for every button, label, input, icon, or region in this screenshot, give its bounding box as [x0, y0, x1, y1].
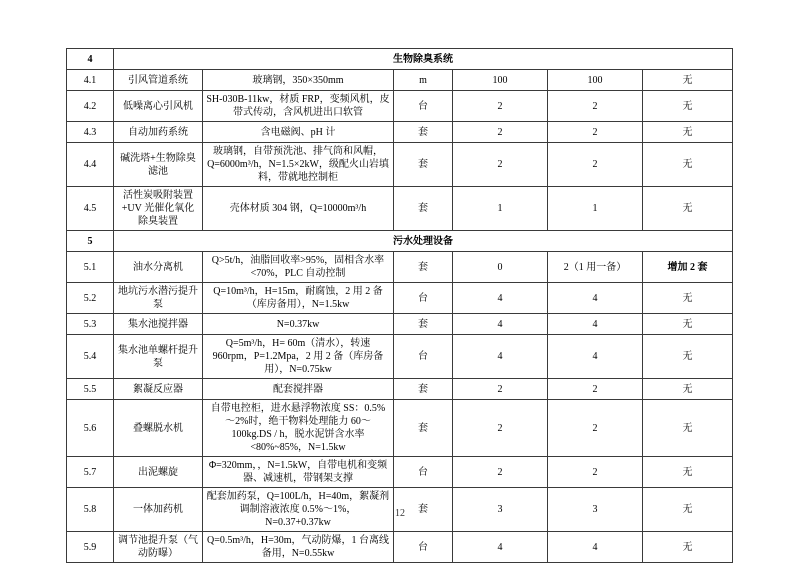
- cell-num: 4.2: [67, 91, 114, 122]
- section-title: 生物除臭系统: [114, 49, 733, 70]
- cell-unit: 套: [394, 187, 453, 231]
- cell-qty1: 0: [453, 252, 548, 283]
- cell-name: 叠螺脱水机: [114, 400, 203, 457]
- cell-num: 5.4: [67, 335, 114, 379]
- cell-remark: 无: [643, 314, 733, 335]
- cell-desc: 配套搅拌器: [203, 379, 394, 400]
- cell-remark: 无: [643, 335, 733, 379]
- cell-remark: 无: [643, 283, 733, 314]
- cell-unit: 套: [394, 252, 453, 283]
- page-number: 12: [395, 508, 405, 519]
- cell-desc: Q=0.5m³/h，H=30m，气动防爆，1 台离线备用，N=0.55kw: [203, 532, 394, 563]
- table-row: [67, 314, 733, 335]
- cell-num: 4.1: [67, 70, 114, 91]
- cell-unit: 台: [394, 91, 453, 122]
- cell-unit: m: [394, 70, 453, 91]
- cell-qty1: 4: [453, 532, 548, 563]
- cell-remark: 增加 2 套: [643, 252, 733, 283]
- cell-name: 碱洗塔+生物除臭滤池: [114, 143, 203, 187]
- cell-qty2: 2: [548, 400, 643, 457]
- cell-desc: 含电磁阀、pH 计: [203, 122, 394, 143]
- cell-desc: Q=10m³/h，H=15m，耐腐蚀，2 用 2 备（库房备用），N=1.5kw: [203, 283, 394, 314]
- cell-qty1: 2: [453, 379, 548, 400]
- cell-remark: 无: [643, 143, 733, 187]
- equipment-table-body: [67, 49, 733, 563]
- cell-qty1: 1: [453, 187, 548, 231]
- table-row: [67, 91, 733, 122]
- table-row: [67, 143, 733, 187]
- cell-num: 5.8: [67, 488, 114, 532]
- cell-unit: 台: [394, 335, 453, 379]
- table-row: [67, 122, 733, 143]
- cell-qty1: 4: [453, 335, 548, 379]
- table-row: [67, 532, 733, 563]
- cell-num: 4.4: [67, 143, 114, 187]
- cell-desc: 自带电控柜，进水悬浮物浓度 SS：0.5%～2%时，绝干物料处理能力 60～100kg.DS / h，脱水泥饼含水率<80%~85%，N=1.5kw: [203, 400, 394, 457]
- cell-desc: Φ=320mm，，N=1.5kW，自带电机和变频器、减速机，带钢架支撑: [203, 457, 394, 488]
- cell-unit: 台: [394, 532, 453, 563]
- section-number: 5: [67, 231, 114, 252]
- cell-qty2: 2: [548, 122, 643, 143]
- cell-remark: 无: [643, 187, 733, 231]
- cell-qty2: 2（1 用一备）: [548, 252, 643, 283]
- cell-qty2: 4: [548, 314, 643, 335]
- cell-qty1: 2: [453, 91, 548, 122]
- cell-qty1: 3: [453, 488, 548, 532]
- cell-qty1: 2: [453, 457, 548, 488]
- cell-qty2: 3: [548, 488, 643, 532]
- cell-remark: 无: [643, 532, 733, 563]
- cell-remark: 无: [643, 400, 733, 457]
- cell-qty2: 2: [548, 143, 643, 187]
- table-row: [67, 283, 733, 314]
- cell-unit: 台: [394, 457, 453, 488]
- cell-remark: 无: [643, 379, 733, 400]
- cell-unit: 套: [394, 379, 453, 400]
- table-row: [67, 187, 733, 231]
- cell-desc: SH-030B-11kw，材质 FRP，变频风机，皮带式传动，含风机进出口软管: [203, 91, 394, 122]
- cell-qty1: 100: [453, 70, 548, 91]
- cell-unit: 套: [394, 314, 453, 335]
- section-title: 污水处理设备: [114, 231, 733, 252]
- cell-desc: 配套加药泵，Q=100L/h，H=40m，絮凝剂调制溶液浓度 0.5%～1%， N=0.37+0.37kw: [203, 488, 394, 532]
- cell-desc: Q=5m³/h，H= 60m（清水），转速 960rpm，P=1.2Mpa，2 用 2 备（库房备用），N=0.75kw: [203, 335, 394, 379]
- cell-qty1: 2: [453, 122, 548, 143]
- cell-desc: Q>5t/h，油脂回收率>95%，固相含水率<70%，PLC 自动控制: [203, 252, 394, 283]
- cell-unit: 套: [394, 488, 453, 532]
- section-row: [67, 231, 733, 252]
- table-row: [67, 379, 733, 400]
- cell-unit: 套: [394, 400, 453, 457]
- cell-qty2: 1: [548, 187, 643, 231]
- cell-num: 4.5: [67, 187, 114, 231]
- cell-qty1: 4: [453, 314, 548, 335]
- cell-name: 集水池搅拌器: [114, 314, 203, 335]
- cell-qty2: 4: [548, 283, 643, 314]
- cell-desc: 壳体材质 304 钢，Q=10000m³/h: [203, 187, 394, 231]
- section-row: [67, 49, 733, 70]
- cell-name: 自动加药系统: [114, 122, 203, 143]
- cell-desc: 玻璃钢，350×350mm: [203, 70, 394, 91]
- cell-unit: 套: [394, 122, 453, 143]
- cell-num: 5.3: [67, 314, 114, 335]
- cell-unit: 台: [394, 283, 453, 314]
- cell-qty2: 4: [548, 532, 643, 563]
- cell-remark: 无: [643, 488, 733, 532]
- cell-desc: 玻璃钢，自带预洗池、排气筒和风帽，Q=6000m³/h，N=1.5×2kW，级配火山岩填料，带就地控制柜: [203, 143, 394, 187]
- cell-name: 出泥螺旋: [114, 457, 203, 488]
- table-row: [67, 70, 733, 91]
- cell-num: 4.3: [67, 122, 114, 143]
- cell-qty1: 2: [453, 400, 548, 457]
- cell-unit: 套: [394, 143, 453, 187]
- cell-name: 调节池提升泵（气动防曝）: [114, 532, 203, 563]
- cell-remark: 无: [643, 457, 733, 488]
- cell-qty2: 100: [548, 70, 643, 91]
- cell-num: 5.7: [67, 457, 114, 488]
- section-number: 4: [67, 49, 114, 70]
- cell-num: 5.1: [67, 252, 114, 283]
- cell-remark: 无: [643, 122, 733, 143]
- cell-remark: 无: [643, 91, 733, 122]
- table-row: [67, 252, 733, 283]
- cell-qty1: 4: [453, 283, 548, 314]
- cell-name: 低噪离心引风机: [114, 91, 203, 122]
- cell-num: 5.9: [67, 532, 114, 563]
- cell-name: 引风管道系统: [114, 70, 203, 91]
- cell-name: 集水池单螺杆提升泵: [114, 335, 203, 379]
- table-row: [67, 400, 733, 457]
- cell-qty2: 4: [548, 335, 643, 379]
- cell-name: 地坑污水潜污提升泵: [114, 283, 203, 314]
- cell-name: 活性炭吸附装置+UV 光催化氧化除臭装置: [114, 187, 203, 231]
- cell-name: 絮凝反应器: [114, 379, 203, 400]
- cell-qty2: 2: [548, 379, 643, 400]
- cell-qty2: 2: [548, 457, 643, 488]
- equipment-table: [66, 48, 733, 563]
- cell-qty1: 2: [453, 143, 548, 187]
- cell-num: 5.2: [67, 283, 114, 314]
- cell-name: 一体加药机: [114, 488, 203, 532]
- table-row: [67, 335, 733, 379]
- cell-qty2: 2: [548, 91, 643, 122]
- table-row: [67, 457, 733, 488]
- cell-num: 5.6: [67, 400, 114, 457]
- cell-desc: N=0.37kw: [203, 314, 394, 335]
- cell-num: 5.5: [67, 379, 114, 400]
- cell-remark: 无: [643, 70, 733, 91]
- cell-name: 油水分离机: [114, 252, 203, 283]
